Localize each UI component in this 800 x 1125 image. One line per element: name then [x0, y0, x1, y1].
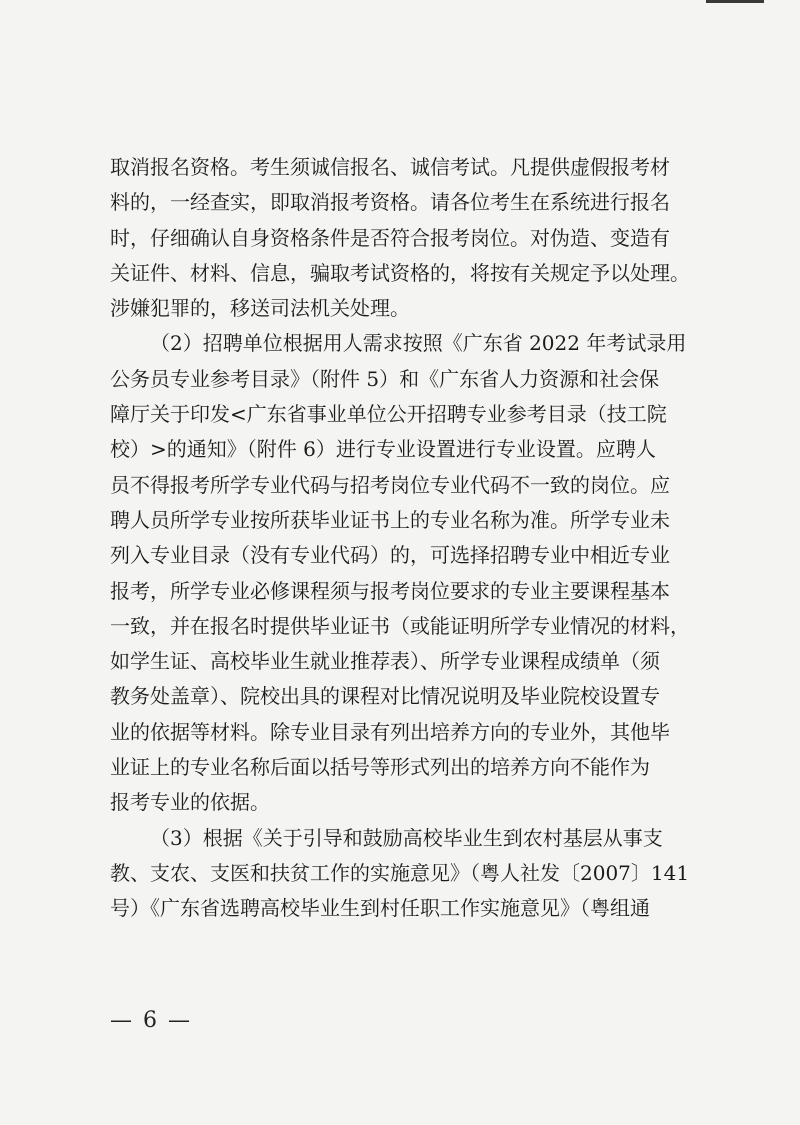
- text-line: 报考专业的依据。: [110, 790, 270, 815]
- text-line: 一致，并在报名时提供毕业证书（或能证明所学专业情况的材料，: [110, 613, 690, 638]
- text-line: 业证上的专业名称后面以括号等形式列出的培养方向不能作为: [110, 755, 650, 780]
- text-line: 关证件、材料、信息，骗取考试资格的，将按有关规定予以处理。: [110, 260, 690, 285]
- scan-edge-mark: [706, 0, 764, 3]
- text-line: 聘人员所学专业按所获毕业证书上的专业名称为准。所学专业未: [110, 507, 670, 532]
- paragraph-2: [110, 326, 710, 820]
- text-line: 公务员专业参考目录》（附件 5）和《广东省人力资源和社会保: [110, 366, 660, 391]
- body-text: [110, 150, 710, 927]
- paragraph-3: [110, 821, 710, 927]
- text-line: 涉嫌犯罪的，移送司法机关处理。: [110, 296, 410, 321]
- text-line: 取消报名资格。考生须诚信报名、诚信考试。凡提供虚假报考材: [110, 155, 670, 179]
- text-line: 如学生证、高校毕业生就业推荐表）、所学专业课程成绩单（须: [110, 649, 660, 674]
- text-line: 料的，一经查实，即取消报考资格。请各位考生在系统进行报名: [110, 190, 670, 215]
- text-line: 列入专业目录（没有专业代码）的，可选择招聘专业中相近专业: [110, 543, 670, 568]
- text-line: 时，仔细确认自身资格条件是否符合报考岗位。对伪造、变造有: [110, 225, 670, 250]
- text-line: （3）根据《关于引导和鼓励高校毕业生到农村基层从事支: [150, 825, 663, 850]
- text-line: （2）招聘单位根据用人需求按照《广东省 2022 年考试录用: [150, 331, 687, 356]
- text-line: 教务处盖章）、院校出具的课程对比情况说明及毕业院校设置专: [110, 684, 660, 709]
- paragraph-1: [110, 150, 710, 326]
- text-line: 员不得报考所学专业代码与招考岗位专业代码不一致的岗位。应: [110, 472, 670, 497]
- page-number: — 6 —: [110, 1008, 192, 1033]
- text-line: 报考，所学专业必修课程须与报考岗位要求的专业主要课程基本: [110, 578, 670, 603]
- text-line: 业的依据等材料。除专业目录有列出培养方向的专业外，其他毕: [110, 719, 670, 744]
- text-line: 教、支农、支医和扶贫工作的实施意见》（粤人社发〔2007〕141: [110, 860, 690, 885]
- text-line: 校）>的通知》（附件 6）进行专业设置进行专业设置。应聘人: [110, 437, 656, 462]
- text-line: 障厅关于印发<广东省事业单位公开招聘专业参考目录（技工院: [110, 402, 667, 427]
- text-line: 号）《广东省选聘高校毕业生到村任职工作实施意见》（粤组通: [110, 896, 650, 921]
